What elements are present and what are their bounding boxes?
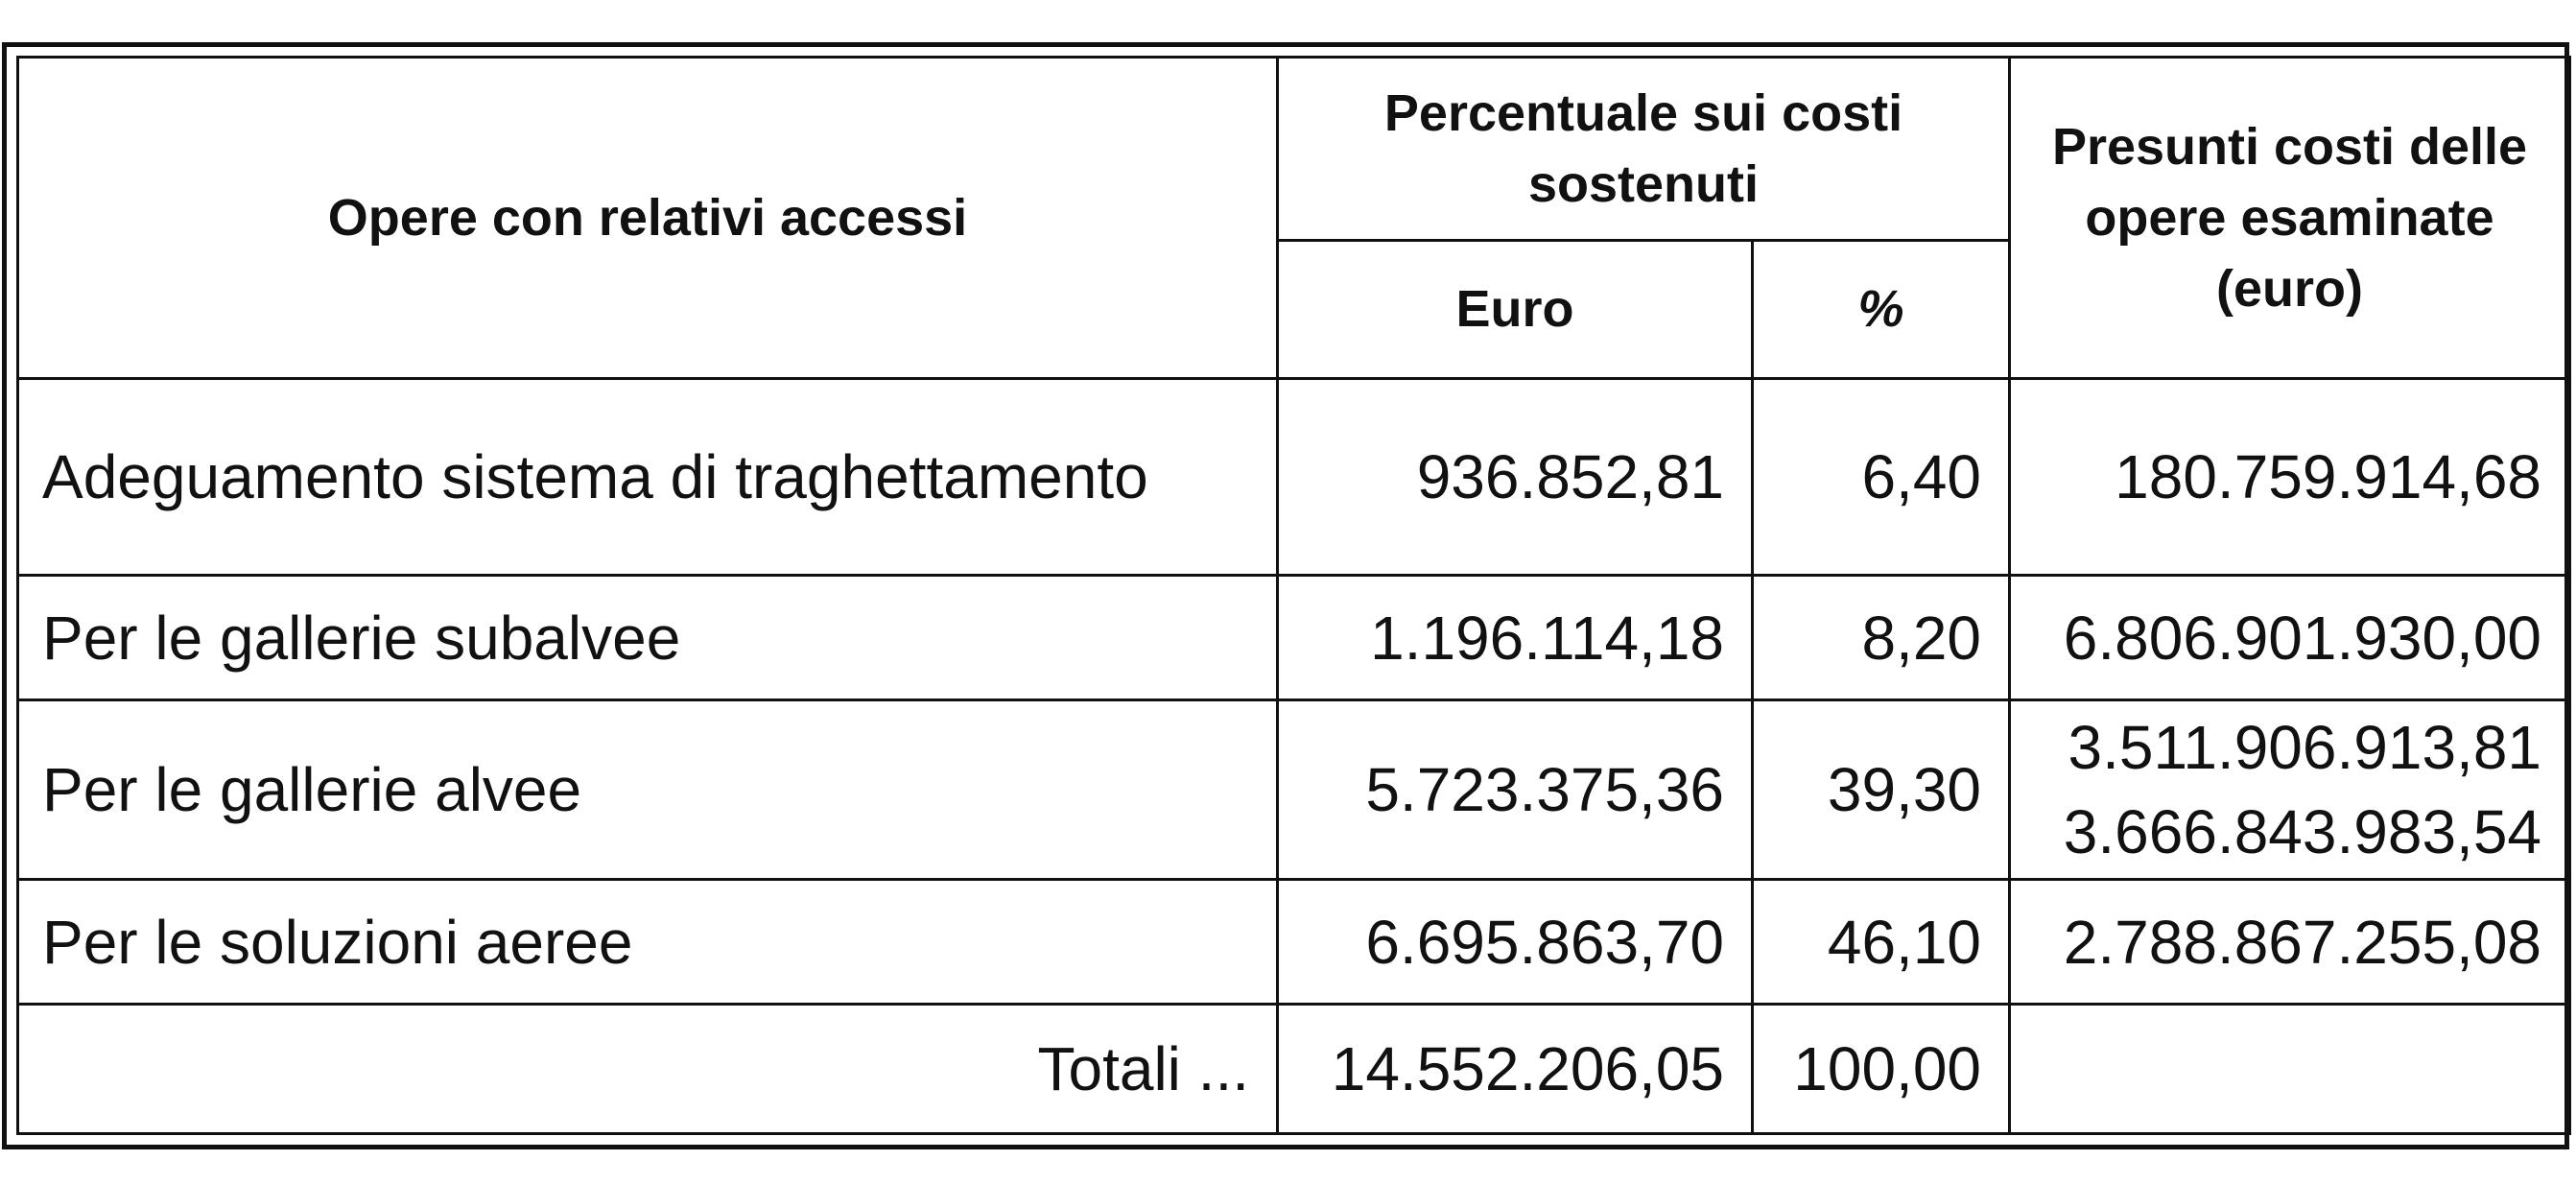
- row-presunti-line-1: 3.511.906.913,81: [2068, 713, 2542, 783]
- row-presunti: [2010, 700, 2570, 880]
- header-percentuale-group: Percentuale sui costi sostenuti: [1278, 58, 2010, 241]
- row-percent: 6,40: [1753, 379, 2010, 576]
- row-label: Per le soluzioni aeree: [18, 880, 1278, 1005]
- row-label: Per le gallerie subalvee: [18, 575, 1278, 699]
- row-percent: 8,20: [1753, 575, 2010, 699]
- header-row-1: [18, 58, 2570, 241]
- totals-presunti: [2010, 1005, 2570, 1134]
- row-presunti: 180.759.914,68: [2010, 379, 2570, 576]
- row-euro: 5.723.375,36: [1278, 700, 1753, 880]
- header-percent: %: [1753, 240, 2010, 379]
- header-opere: Opere con relativi accessi: [18, 58, 1278, 379]
- table-row: [18, 575, 2570, 699]
- row-euro: 936.852,81: [1278, 379, 1753, 576]
- table-row: [18, 880, 2570, 1005]
- cost-table-container: [16, 56, 2568, 1135]
- totals-euro: 14.552.206,05: [1278, 1005, 1753, 1134]
- row-presunti-line-2: 3.666.843.983,54: [2063, 797, 2542, 867]
- header-euro: Euro: [1278, 240, 1753, 379]
- table-row: [18, 379, 2570, 576]
- totals-label: Totali ...: [18, 1005, 1278, 1134]
- row-presunti: 6.806.901.930,00: [2010, 575, 2570, 699]
- row-euro: 1.196.114,18: [1278, 575, 1753, 699]
- totals-percent: 100,00: [1753, 1005, 2010, 1134]
- row-percent: 46,10: [1753, 880, 2010, 1005]
- cost-table: [16, 56, 2571, 1135]
- totals-row: [18, 1005, 2570, 1134]
- row-label: Per le gallerie alvee: [18, 700, 1278, 880]
- row-presunti: 2.788.867.255,08: [2010, 880, 2570, 1005]
- table-row: [18, 700, 2570, 880]
- row-label: Adeguamento sistema di traghettamento: [18, 379, 1278, 576]
- row-euro: 6.695.863,70: [1278, 880, 1753, 1005]
- header-presunti: Presunti costi delle opere esaminate (euro): [2010, 58, 2570, 379]
- row-percent: 39,30: [1753, 700, 2010, 880]
